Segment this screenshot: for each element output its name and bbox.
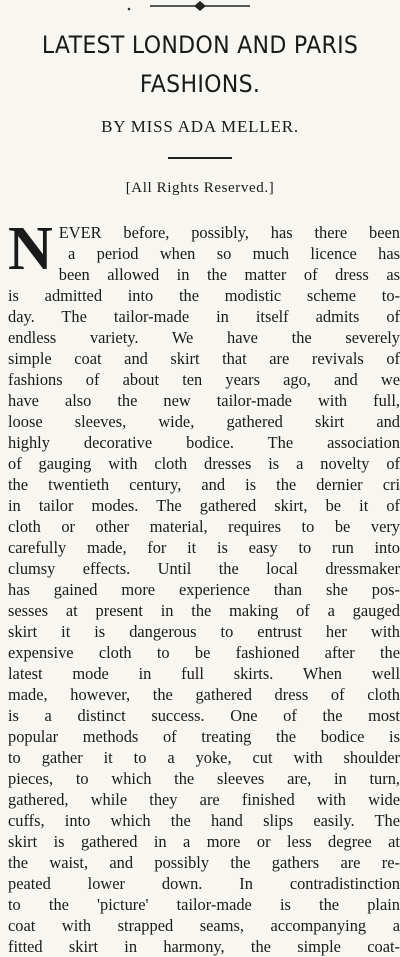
article-line: clumsy effects. Until the local dressmaker <box>8 559 400 578</box>
article-line: been allowed in the matter of dress as <box>58 265 400 284</box>
article-body <box>8 215 400 957</box>
article-line: the waist, and possibly the gathers are re- <box>8 853 400 872</box>
article-line: loose sleeves, wide, gathered skirt and <box>8 412 400 431</box>
article-line: peated lower down. In contradistinction <box>8 874 400 893</box>
article-line: skirt it is dangerous to entrust her with <box>8 622 400 641</box>
article-line: gathered, while they are finished with wide <box>8 790 400 809</box>
article-line: popular methods of treating the bodice is <box>8 727 400 746</box>
article-line: the twentieth century, and is the dernier cri <box>8 475 400 494</box>
article-line: is a distinct success. One of the most <box>8 706 400 725</box>
article-line: is admitted into the modistic scheme to- <box>8 286 400 305</box>
article-line: EVER before, possibly, has there been <box>58 223 400 242</box>
article-line: fashions of about ten years ago, and we <box>8 370 400 389</box>
article-line: a period when so much licence has <box>68 244 400 263</box>
article-line: to the 'picture' tailor-made is the plain <box>8 895 400 914</box>
article-line: endless variety. We have the severely <box>8 328 400 347</box>
article-line: fitted skirt in harmony, the simple coat- <box>8 937 400 956</box>
article-lines <box>8 215 400 957</box>
header-ornament <box>0 0 400 16</box>
drop-cap: N <box>8 215 53 283</box>
headline-line-2: FASHIONS. <box>139 70 261 98</box>
article-line: day. The tailor-made in itself admits of <box>8 307 400 326</box>
article-line: of gauging with cloth dresses is a novelty of <box>8 454 400 473</box>
article-line: pieces, to which the sleeves are, in turn, <box>8 769 400 788</box>
article-line: skirt is gathered in a more or less degree at <box>8 832 400 851</box>
article-line: simple coat and skirt that are revivals of <box>8 349 400 368</box>
divider-rule <box>168 157 232 159</box>
article-line: in tailor modes. The gathered skirt, be it of <box>8 496 400 515</box>
article-line: made, however, the gathered dress of cloth <box>8 685 400 704</box>
byline: BY MISS ADA MELLER. <box>101 117 299 136</box>
article-line: coat with strapped seams, accompanying a <box>8 916 400 935</box>
article-line: cloth or other material, requires to be very <box>8 517 400 536</box>
article-line: expensive cloth to be fashioned after the <box>8 643 400 662</box>
article-line: has gained more experience than she pos- <box>8 580 400 599</box>
article-line: to gather it to a yoke, cut with shoulder <box>8 748 400 767</box>
article-line: have also the new tailor-made with full, <box>8 391 400 410</box>
article-line: sesses at present in the making of a gauged <box>8 601 400 620</box>
article-line: latest mode in full skirts. When well <box>8 664 400 683</box>
article-line: cuffs, into which the hand slips easily. The <box>8 811 400 830</box>
article-line: highly decorative bodice. The association <box>8 433 400 452</box>
rights-notice: [All Rights Reserved.] <box>125 180 275 196</box>
article-line: carefully made, for it is easy to run into <box>8 538 400 557</box>
headline-line-1: LATEST LONDON AND PARIS <box>41 31 359 59</box>
